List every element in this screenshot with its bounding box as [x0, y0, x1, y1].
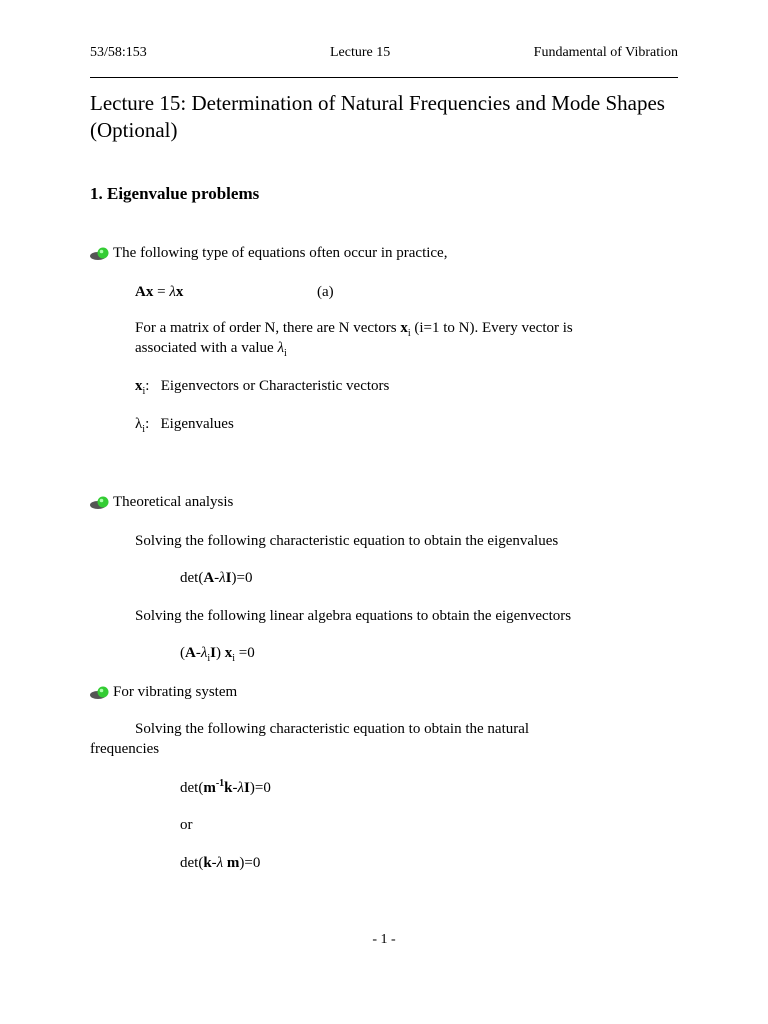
line-linear-algebra: Solving the following linear algebra equations to obtain the eigenvectors [135, 608, 572, 624]
definition-text: Eigenvectors or Characteristic vectors [160, 378, 390, 394]
equation-eigenvector: $(A-\lambda_iI)$ $x_i =0$ [180, 645, 255, 664]
text-or: or [180, 817, 193, 833]
equation-label-a: (a) [317, 284, 334, 300]
paragraph-vectors: For a matrix of order N, there are N vectors $x_i$ (i=1 to N). Every vector is [135, 320, 573, 339]
paragraph-text: associated with a value [135, 340, 274, 356]
line-frequencies: frequencies [90, 741, 160, 757]
header-subject: Fundamental of Vibration [533, 45, 678, 60]
bullet-text-equations: The following type of equations often occur in practice, [113, 245, 448, 261]
paragraph-text: For a matrix of order N, there are N vectors [135, 320, 397, 336]
definition-eigenvalues: $\lambda_i$: Eigenvalues [135, 416, 234, 435]
equation-ax-lambda-x: Ax = λx [135, 284, 184, 300]
definition-text: Eigenvalues [160, 416, 234, 432]
green-ball-bullet-icon [89, 686, 111, 700]
page-number: - 1 - [372, 932, 396, 947]
green-ball-bullet-icon [89, 247, 111, 261]
green-ball-bullet-icon [89, 496, 111, 510]
paragraph-associated: associated with a value $\lambda_i$ [135, 340, 287, 359]
section-heading: 1. Eigenvalue problems [90, 184, 260, 203]
bullet-text-vibrating: For vibrating system [113, 684, 238, 700]
equation-det-a-lambda-i: det(A-λI)=0 [180, 570, 253, 586]
paragraph-tail: (i=1 to N). Every vector is [414, 320, 573, 336]
equation-det-k-lambda-m: det(k-λ m)=0 [180, 855, 261, 871]
page-title: Lecture 15: Determination of Natural Frequencies and Mode Shapes (Optional) [90, 91, 665, 142]
equation-det-m-inv-k: $\det(m^{-1}k-\lambda I)=0$ [180, 778, 271, 796]
header-divider [90, 77, 678, 78]
header-course-code: 53/58:153 [90, 45, 147, 60]
line-characteristic-eigenvalues: Solving the following characteristic equation to obtain the eigenvalues [135, 533, 559, 549]
header-lecture: Lecture 15 [330, 45, 391, 60]
bullet-text-theoretical: Theoretical analysis [113, 494, 234, 510]
definition-eigenvectors: $x_i$: Eigenvectors or Characteristic vectors [135, 378, 390, 397]
subscript: i [407, 328, 411, 339]
line-natural-frequencies: Solving the following characteristic equation to obtain the natural [135, 721, 530, 737]
